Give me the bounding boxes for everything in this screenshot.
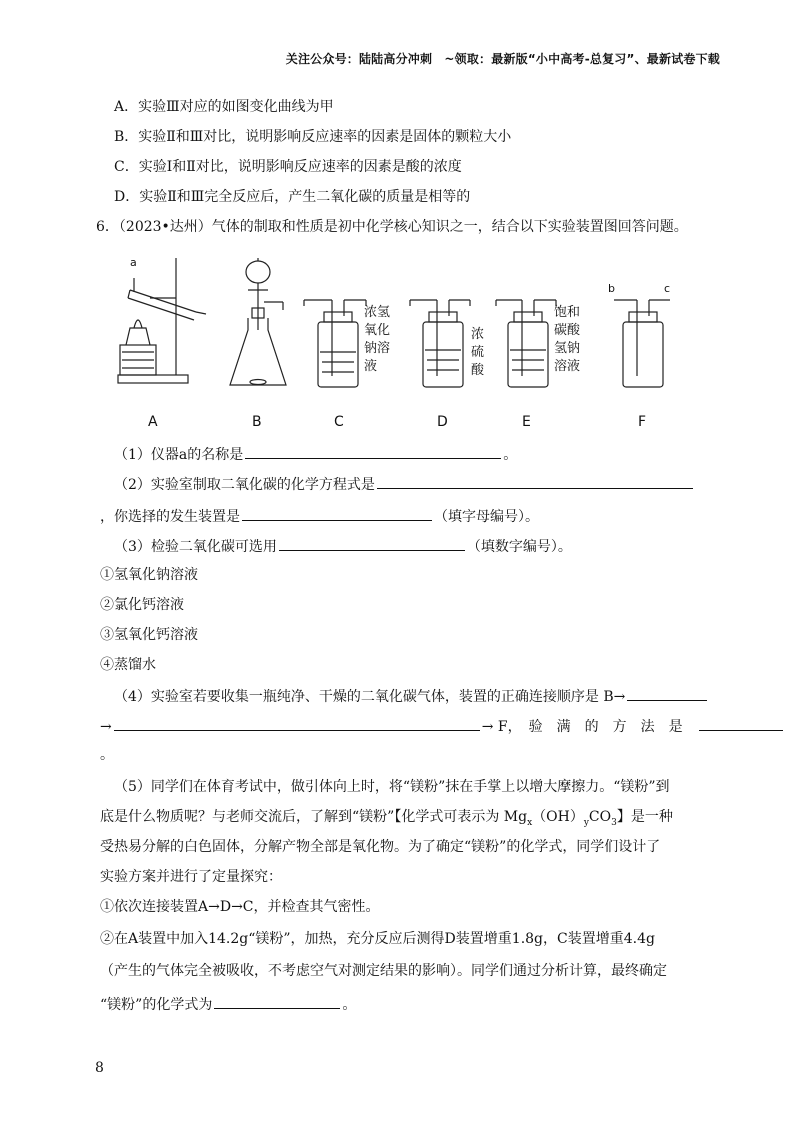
apparatus-f: [614, 300, 670, 387]
option-a: A．实验Ⅲ对应的如图变化曲线为甲: [114, 99, 334, 115]
liquid-e-line-3: 氢钠: [554, 341, 581, 356]
option-d: D．实验Ⅱ和Ⅲ完全反应后，产生二氧化碳的质量是相等的: [114, 189, 471, 205]
answer-blank-4b[interactable]: [114, 716, 480, 731]
apparatus-label-b: B: [252, 414, 262, 430]
answer-blank-1[interactable]: [245, 444, 501, 459]
apparatus-label-d: D: [437, 414, 448, 430]
liquid-c-line-4: 液: [364, 359, 378, 374]
step-2b: （产生的气体完全被吸收，不考虑空气对测定结果的影响）。同学们通过分析计算，最终确定: [100, 963, 667, 979]
choice-2: ②氯化钙溶液: [100, 597, 184, 613]
liquid-e-line-2: 碳酸: [554, 323, 581, 338]
question-6-stem: 6．（2023•达州）气体的制取和性质是初中化学核心知识之一，结合以下实验装置图回答问题。: [96, 219, 688, 235]
answer-blank-3[interactable]: [279, 536, 465, 551]
apparatus-a: [118, 258, 206, 383]
subquestion-2b: ，你选择的发生装置是 （填字母编号）。: [100, 506, 539, 526]
option-b: B．实验Ⅱ和Ⅲ对比，说明影响反应速率的因素是固体的颗粒大小: [114, 129, 512, 145]
apparatus-label-a: A: [148, 414, 158, 430]
page-number: 8: [95, 1060, 104, 1076]
apparatus-figure: [108, 250, 708, 430]
label-c-lower: c: [664, 282, 671, 295]
liquid-d-line-3: 酸: [471, 363, 485, 378]
answer-blank-4c[interactable]: [699, 716, 783, 731]
subquestion-4b: → → F， 验 满 的 方 法 是: [100, 716, 785, 736]
subquestion-4: （4）实验室若要收集一瓶纯净、干燥的二氧化碳气体，装置的正确连接顺序是 B→: [114, 686, 709, 706]
answer-blank-4a[interactable]: [627, 686, 707, 701]
option-c: C．实验Ⅰ和Ⅱ对比，说明影响反应速率的因素是酸的浓度: [114, 159, 462, 175]
step-2c: “镁粉”的化学式为 。: [100, 994, 356, 1014]
subquestion-1: （1）仪器a的名称是 。: [114, 444, 517, 464]
step-1: ①依次连接装置A→D→C，并检查其气密性。: [100, 899, 380, 915]
liquid-c-line-1: 浓氢: [364, 305, 391, 320]
apparatus-c: [304, 300, 366, 387]
liquid-c-line-2: 氧化: [364, 323, 391, 338]
apparatus-b: [230, 258, 286, 385]
subquestion-5-line-1: （5）同学们在体育考试中，做引体向上时，将“镁粉”抹在手掌上以增大摩擦力。“镁粉”到: [114, 779, 670, 795]
answer-blank-2b[interactable]: [242, 506, 432, 521]
subquestion-5-line-2: 底是什么物质呢？与老师交流后，了解到“镁粉”【化学式可表示为 $Mg_x(OH)_yCO_3$】是一种: [100, 809, 673, 828]
liquid-d-line-2: 硫: [471, 345, 485, 360]
liquid-c-line-3: 钠溶: [364, 341, 391, 356]
apparatus-e: [496, 300, 556, 387]
apparatus-label-c: C: [334, 414, 344, 430]
label-a-lower: a: [130, 256, 137, 269]
apparatus-label-f: F: [638, 414, 647, 430]
subquestion-4c: 。: [100, 747, 114, 763]
subquestion-3: （3）检验二氧化碳可选用 （填数字编号）。: [114, 536, 572, 556]
subquestion-5-line-4: 实验方案并进行了定量探究：: [100, 869, 282, 885]
label-b-lower: b: [608, 282, 615, 295]
liquid-e-line-1: 饱和: [554, 305, 581, 320]
apparatus-d: [410, 300, 470, 387]
answer-blank-5[interactable]: [214, 994, 340, 1009]
step-2: ②在A装置中加入14.2g“镁粉”，加热，充分反应后测得D装置增重1.8g，C装置增重4.4g: [100, 931, 655, 947]
apparatus-label-e: E: [522, 414, 531, 430]
choice-1: ①氢氧化钠溶液: [100, 567, 198, 583]
subquestion-5-line-3: 受热易分解的白色固体，分解产物全部是氧化物。为了确定“镁粉”的化学式，同学们设计了: [100, 839, 661, 855]
page-header: 关注公众号：陆陆高分冲刺 ~领取：最新版“小中高考-总复习”、最新试卷下载: [285, 52, 720, 66]
liquid-e-line-4: 溶液: [554, 359, 581, 374]
liquid-d-line-1: 浓: [471, 327, 485, 342]
answer-blank-2a[interactable]: [377, 474, 693, 489]
subquestion-2: （2）实验室制取二氧化碳的化学方程式是: [114, 474, 695, 494]
choice-3: ③氢氧化钙溶液: [100, 627, 198, 643]
choice-4: ④蒸馏水: [100, 657, 156, 673]
